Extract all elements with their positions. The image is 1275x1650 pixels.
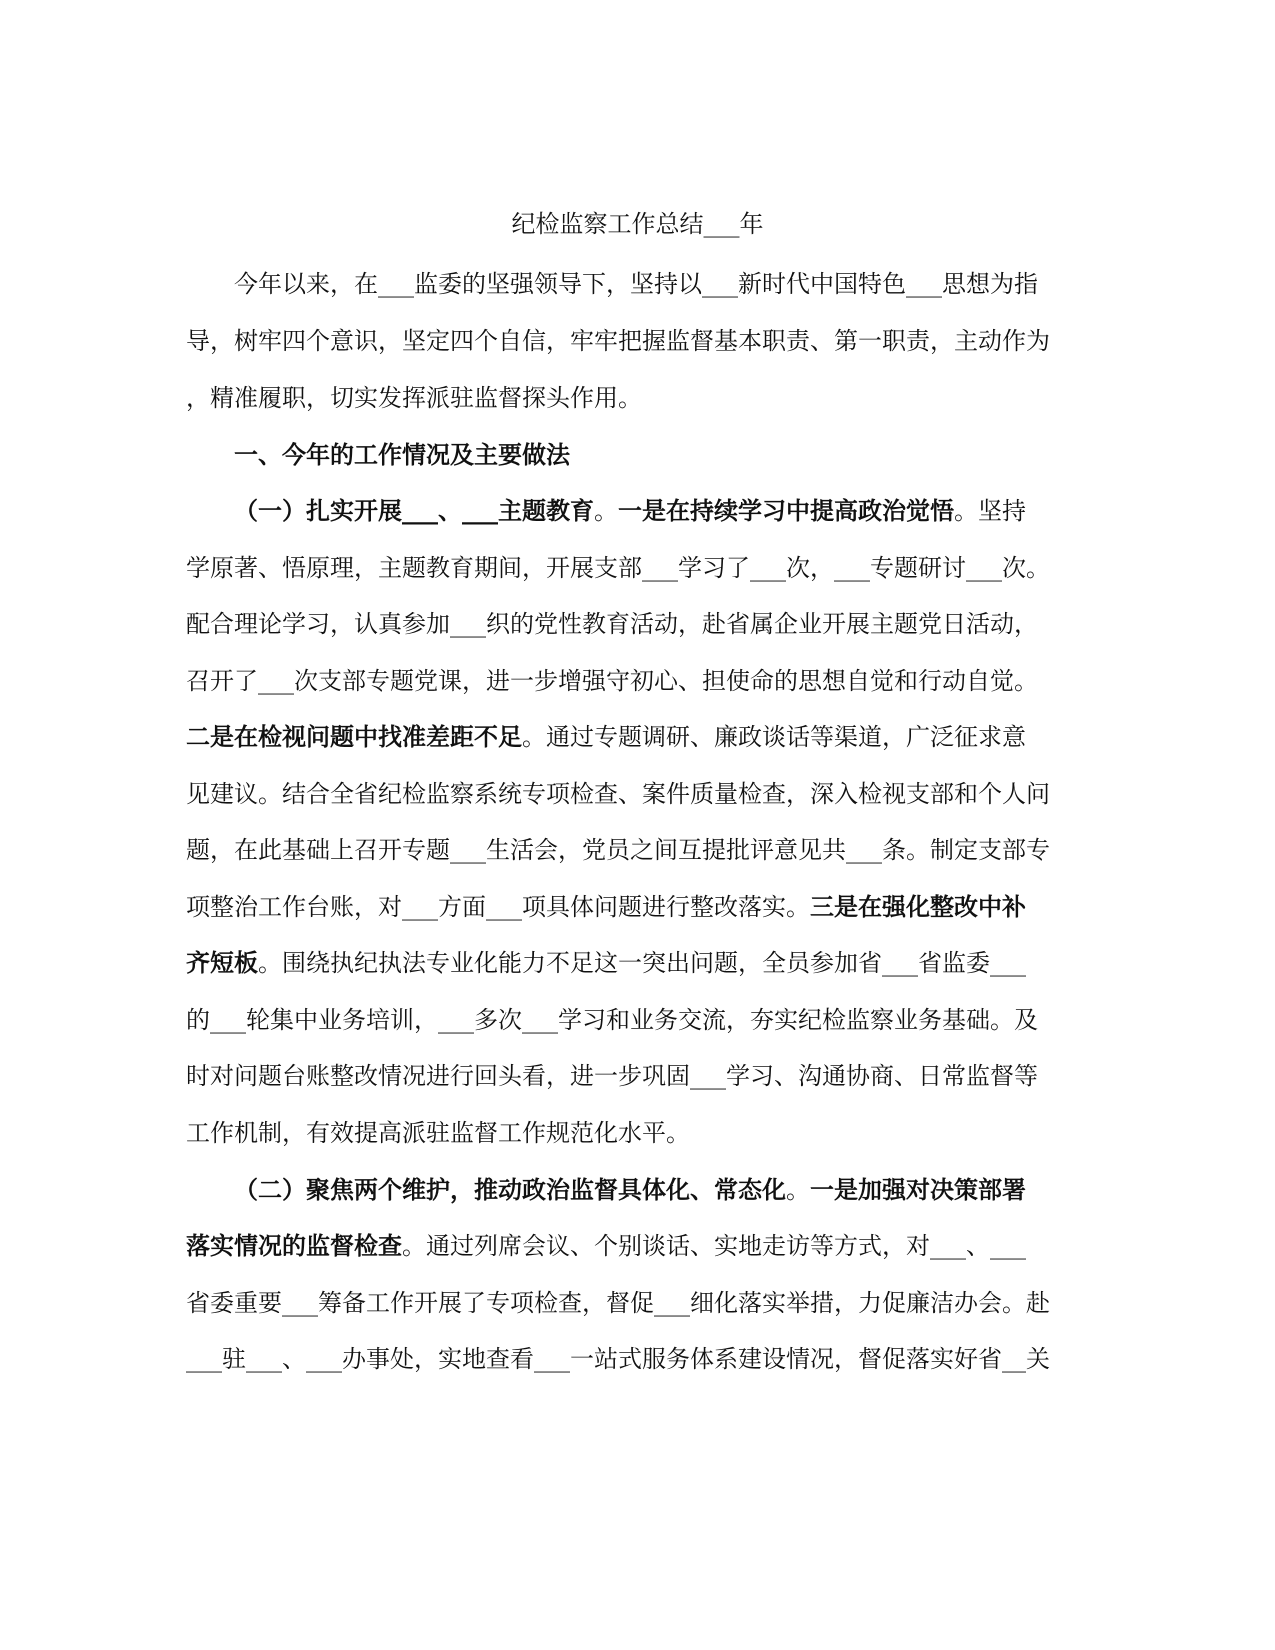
body-line: [186, 832, 1050, 868]
text-run: 工作机制，有效提高派驻监督工作规范化水平。: [186, 1119, 690, 1147]
body-line: [186, 1058, 1038, 1094]
body-line: [186, 1002, 1038, 1038]
text-run: ，精准履职，切实发挥派驻监督探头作用。: [186, 384, 642, 412]
body-line: [186, 550, 1050, 586]
text-run: 。围绕执纪执法专业化能力不足这一突出问题，全员参加省___省监委___: [258, 949, 1026, 977]
bold-text-run: （一）扎实开展___、___主题教育: [234, 496, 594, 525]
body-line: [186, 1341, 1050, 1377]
body-line: [186, 323, 1050, 359]
body-line: [186, 1228, 1026, 1264]
body-line: [186, 380, 642, 416]
bold-text-run: 齐短板: [186, 948, 258, 977]
bold-text-run: 二是在检视问题中找准差距不足: [186, 722, 522, 751]
body-line: [186, 719, 1026, 755]
text-run: 的___轮集中业务培训，___多次___学习和业务交流，夯实纪检监察业务基础。及: [186, 1006, 1038, 1034]
bold-text-run: 三是在强化整改中补: [810, 892, 1026, 921]
body-line: [234, 493, 1026, 529]
text-run: 省委重要___筹备工作开展了专项检查，督促___细化落实举措，力促廉洁办会。赴: [186, 1289, 1050, 1317]
body-line: [186, 606, 1038, 642]
bold-text-run: 一、今年的工作情况及主要做法: [234, 440, 570, 469]
body-line: [186, 1285, 1050, 1321]
text-run: 题，在此基础上召开专题___生活会，党员之间互提批评意见共___条。制定支部专: [186, 836, 1050, 864]
bold-text-run: 一是在持续学习中提高政治觉悟: [618, 496, 954, 525]
document-title: 纪检监察工作总结___年: [511, 210, 764, 238]
body-line: [186, 889, 1026, 925]
body-line: [186, 776, 1050, 812]
text-run: 。通过专题调研、廉政谈话等渠道，广泛征求意: [522, 723, 1026, 751]
text-run: 。: [594, 497, 618, 525]
text-run: 召开了___次支部专题党课，进一步增强守初心、担使命的思想自觉和行动自觉。: [186, 667, 1038, 695]
text-run: 。坚持: [954, 497, 1026, 525]
body-line: [186, 663, 1038, 699]
bold-text-run: （二）聚焦两个维护，推动政治监督具体化、常态化: [234, 1175, 786, 1204]
text-run: 时对问题台账整改情况进行回头看，进一步巩固___学习、沟通协商、日常监督等: [186, 1062, 1038, 1090]
body-line: [234, 1172, 1026, 1208]
text-run: 配合理论学习，认真参加___织的党性教育活动，赴省属企业开展主题党日活动，: [186, 610, 1038, 638]
text-run: 。通过列席会议、个别谈话、实地走访等方式，对___、___: [402, 1232, 1026, 1260]
text-run: ___驻___、___办事处，实地查看___一站式服务体系建设情况，督促落实好省__关: [186, 1345, 1050, 1373]
text-run: 导，树牢四个意识，坚定四个自信，牢牢把握监督基本职责、第一职责，主动作为: [186, 327, 1050, 355]
body-line: [186, 1115, 690, 1151]
text-run: 见建议。结合全省纪检监察系统专项检查、案件质量检查，深入检视支部和个人问: [186, 780, 1050, 808]
text-run: 学原著、悟原理，主题教育期间，开展支部___学习了___次，___专题研讨___次。: [186, 554, 1050, 582]
text-run: 。: [786, 1176, 810, 1204]
section-heading: [234, 437, 570, 473]
text-run: 今年以来，在___监委的坚强领导下，坚持以___新时代中国特色___思想为指: [234, 270, 1038, 298]
body-line: [234, 266, 1038, 302]
body-line: [186, 945, 1026, 981]
text-run: 项整治工作台账，对___方面___项具体问题进行整改落实。: [186, 893, 810, 921]
bold-text-run: 一是加强对决策部署: [810, 1175, 1026, 1204]
bold-text-run: 落实情况的监督检查: [186, 1231, 402, 1260]
